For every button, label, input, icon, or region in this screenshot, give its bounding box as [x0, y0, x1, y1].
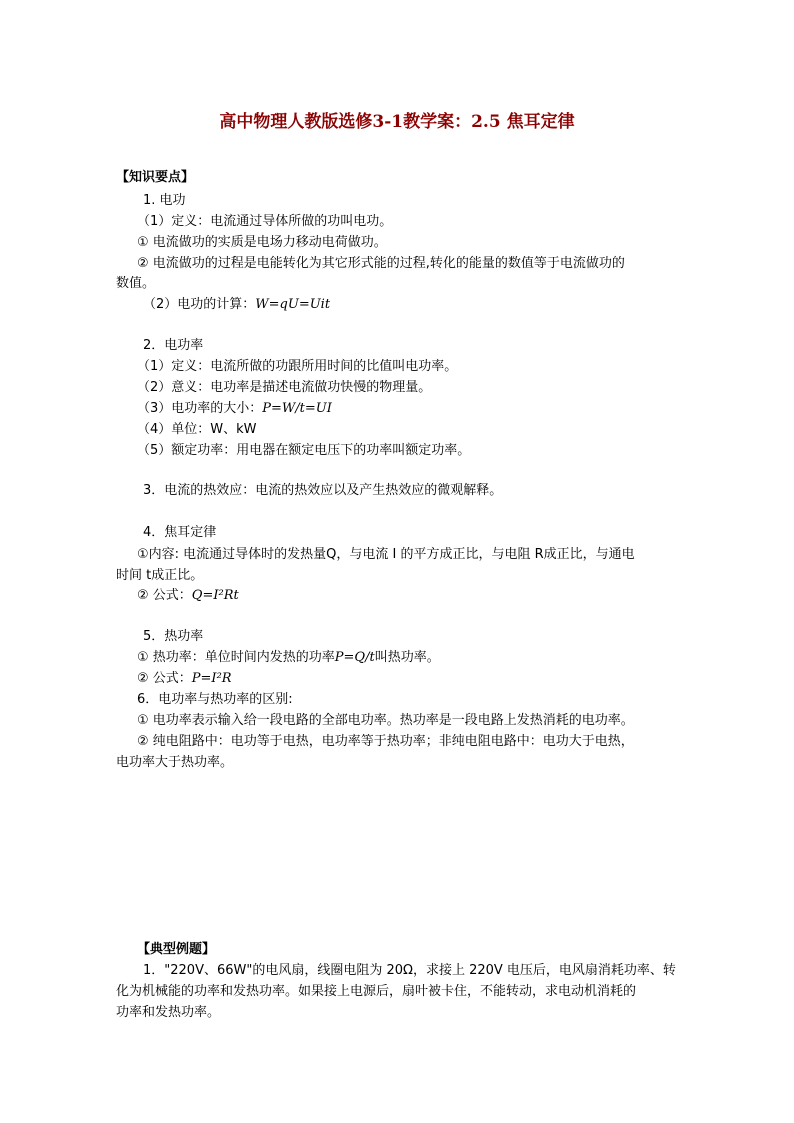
section-4-formula: [137, 586, 239, 606]
section-2-meaning: （2）意义：电功率是描述电流做功快慢的物理量。: [137, 380, 432, 395]
section-2-rated: （5）额定功率：用电器在额定电压下的功率叫额定功率。: [137, 443, 471, 458]
section-2-title: 2．电功率: [143, 338, 204, 353]
section-1-calc: [143, 295, 330, 315]
section-1-point-2: ② 电流做功的过程是电能转化为其它形式能的过程,转化的能量的数值等于电流做功的: [137, 256, 625, 271]
knowledge-heading: 【知识要点】: [116, 170, 195, 185]
section-1-point-1: ① 电流做功的实质是电场力移动电荷做功。: [137, 235, 387, 250]
section-5-point-2-label: ② 公式：: [137, 671, 192, 686]
section-5-point-1: [137, 648, 440, 668]
example-1-line-1: 1．"220V、66W"的电风扇，线圈电阻为 20Ω，求接上 220V 电压后，电风扇消耗功率、转: [143, 963, 676, 978]
section-5-point-1-text: ① 热功率：单位时间内发热的功率: [137, 650, 335, 665]
section-6-point-1: ① 电功率表示输入给一段电路的全部电功率。热功率是一段电路上发热消耗的电功率。: [137, 713, 634, 728]
section-2-size: [137, 399, 332, 419]
section-4-content: ①内容: 电流通过导体时的发热量Q，与电流 I 的平方成正比，与电阻 R成正比，与通电: [137, 547, 635, 562]
section-6-point-2-cont: 电功率大于热功率。: [116, 755, 234, 770]
section-4-formula-label: ② 公式：: [137, 588, 192, 603]
section-6-title: 6．电功率与热功率的区别:: [137, 692, 293, 707]
examples-heading: 【典型例题】: [137, 942, 216, 957]
section-2-definition: （1）定义：电流所做的功跟所用时间的比值叫电功率。: [137, 359, 458, 374]
section-5-title: 5．热功率: [143, 629, 204, 644]
section-2-size-label: （3）电功率的大小：: [137, 401, 263, 416]
section-3: 3．电流的热效应：电流的热效应以及产生热效应的微观解释。: [143, 483, 503, 498]
section-1-point-2-cont: 数值。: [116, 276, 156, 291]
section-4-title: 4．焦耳定律: [143, 525, 217, 540]
power-formula: P=W/t=UI: [262, 401, 332, 416]
section-1-definition: （1）定义：电流通过导体所做的功叫电功。: [137, 214, 393, 229]
section-1-calc-label: （2）电功的计算：: [143, 297, 256, 312]
section-1-title: 1. 电功: [143, 193, 186, 208]
heat-power-formula: P=Q/t: [334, 650, 375, 665]
section-2-unit: （4）单位：W、kW: [137, 422, 257, 437]
work-formula: W=qU=Uit: [255, 297, 331, 312]
example-1-line-2: 化为机械能的功率和发热功率。如果接上电源后，扇叶被卡住，不能转动，求电动机消耗的: [116, 984, 637, 999]
section-6-point-2: ② 纯电阻路中：电功等于电热，电功率等于热功率；非纯电阻电路中：电功大于电热，: [137, 734, 634, 749]
example-1-line-3: 功率和发热功率。: [116, 1005, 221, 1020]
joule-law-formula: Q=I²Rt: [191, 588, 239, 603]
section-5-point-1-tail: 叫热功率。: [374, 650, 440, 665]
section-5-point-2: [137, 669, 232, 689]
heat-power-formula-2: P=I²R: [191, 671, 232, 686]
section-4-content-cont: 时间 t成正比。: [116, 568, 204, 583]
page-title: 高中物理人教版选修3-1教学案：2.5 焦耳定律: [219, 112, 575, 132]
